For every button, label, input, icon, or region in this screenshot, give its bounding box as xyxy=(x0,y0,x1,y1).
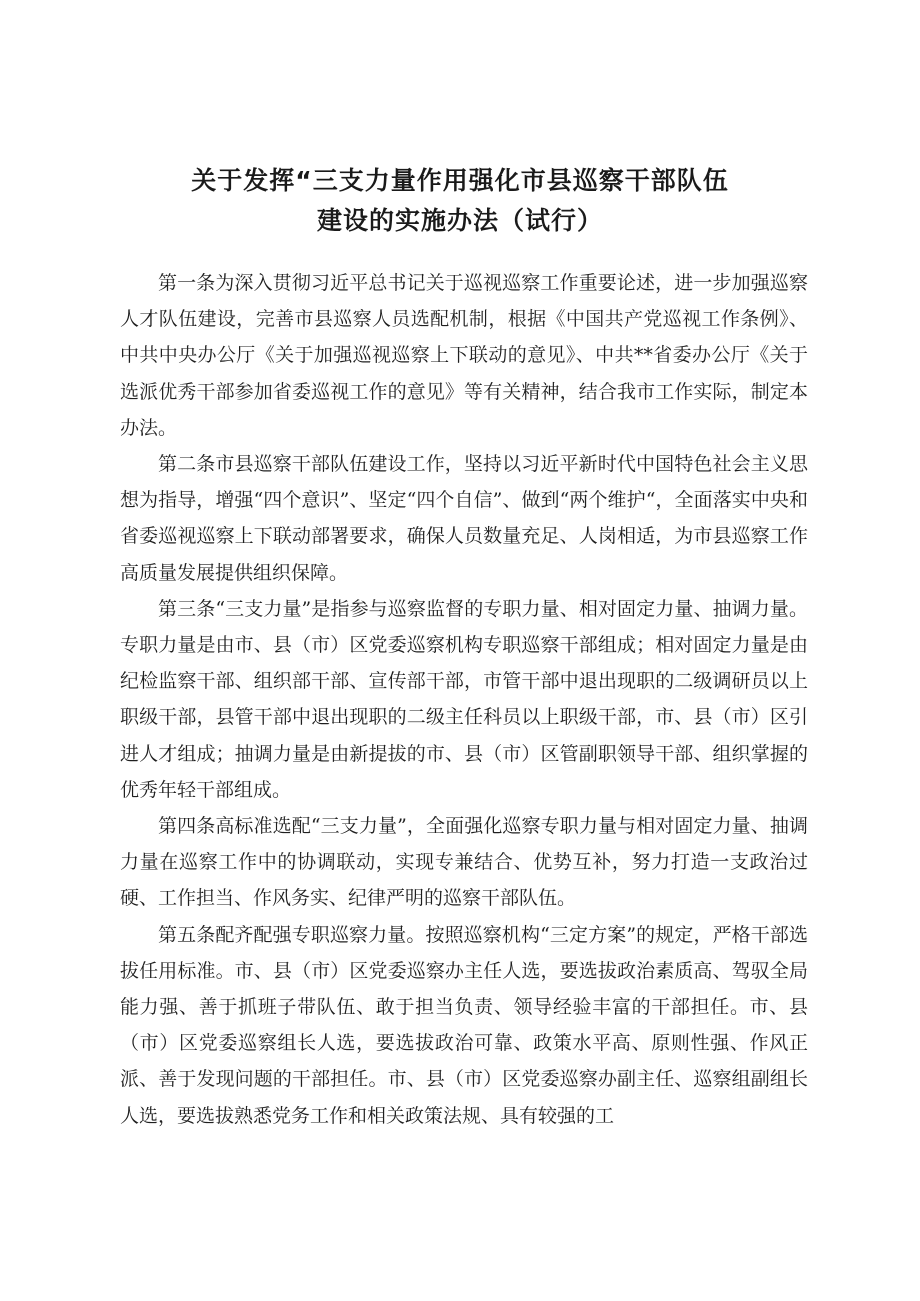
article-2-paragraph: 第二条市县巡察干部队伍建设工作，坚持以习近平新时代中国特色社会主义思想为指导，增强“四个意识”、坚定“四个自信”、做到“两个维护“，全面落实中央和省委巡视巡察上下联动部署要求，确保人员数量充足、人岗相适，为市县巡察工作高质量发展提供组织保障。 xyxy=(120,453,808,584)
article-5-paragraph: 第五条配齐配强专职巡察力量。按照巡察机构“三定方案”的规定，严格干部选拔任用标准。市、县（市）区党委巡察办主任人选，要选拔政治素质高、驾驭全局能力强、善于抓班子带队伍、敢于担当负责、领导经验丰富的干部担任。市、县（市）区党委巡察组长人选，要选拔政治可靠、政策水平高、原则性强、作风正派、善于发现问题的干部担任。市、县（市）区党委巡察办副主任、巡察组副组长人选，要选拔熟悉党务工作和相关政策法规、具有较强的工 xyxy=(120,923,808,1127)
document-title-line-2: 建设的实施办法（试行） xyxy=(316,206,603,235)
article-4-paragraph: 第四条高标准选配“三支力量”，全面强化巡察专职力量与相对固定力量、抽调力量在巡察工作中的协调联动，实现专兼结合、优势互补，努力打造一支政治过硬、工作担当、作风务实、纪律严明的巡察干部队伍。 xyxy=(120,815,808,910)
document-title-line-1: 关于发挥“三支力量作用强化市县巡察干部队伍 xyxy=(191,166,729,195)
article-1-paragraph: 第一条为深入贯彻习近平总书记关于巡视巡察工作重要论述，进一步加强巡察人才队伍建设，完善市县巡察人员选配机制，根据《中国共产党巡视工作条例》、中共中央办公厅《关于加强巡视巡察上下联动的意见》、中共**省委办公厅《关于选派优秀干部参加省委巡视工作的意见》等有关精神，结合我市工作实际，制定本办法。 xyxy=(120,272,808,439)
article-3-paragraph: 第三条“三支力量”是指参与巡察监督的专职力量、相对固定力量、抽调力量。专职力量是由市、县（市）区党委巡察机构专职巡察干部组成；相对固定力量是由纪检监察干部、组织部干部、宣传部干部，市管干部中退出现职的二级调研员以上职级干部，县管干部中退出现职的二级主任科员以上职级干部，市、县（市）区引进人才组成；抽调力量是由新提拔的市、县（市）区管副职领导干部、组织掌握的优秀年轻干部组成。 xyxy=(120,597,808,801)
document-body xyxy=(120,265,808,1134)
